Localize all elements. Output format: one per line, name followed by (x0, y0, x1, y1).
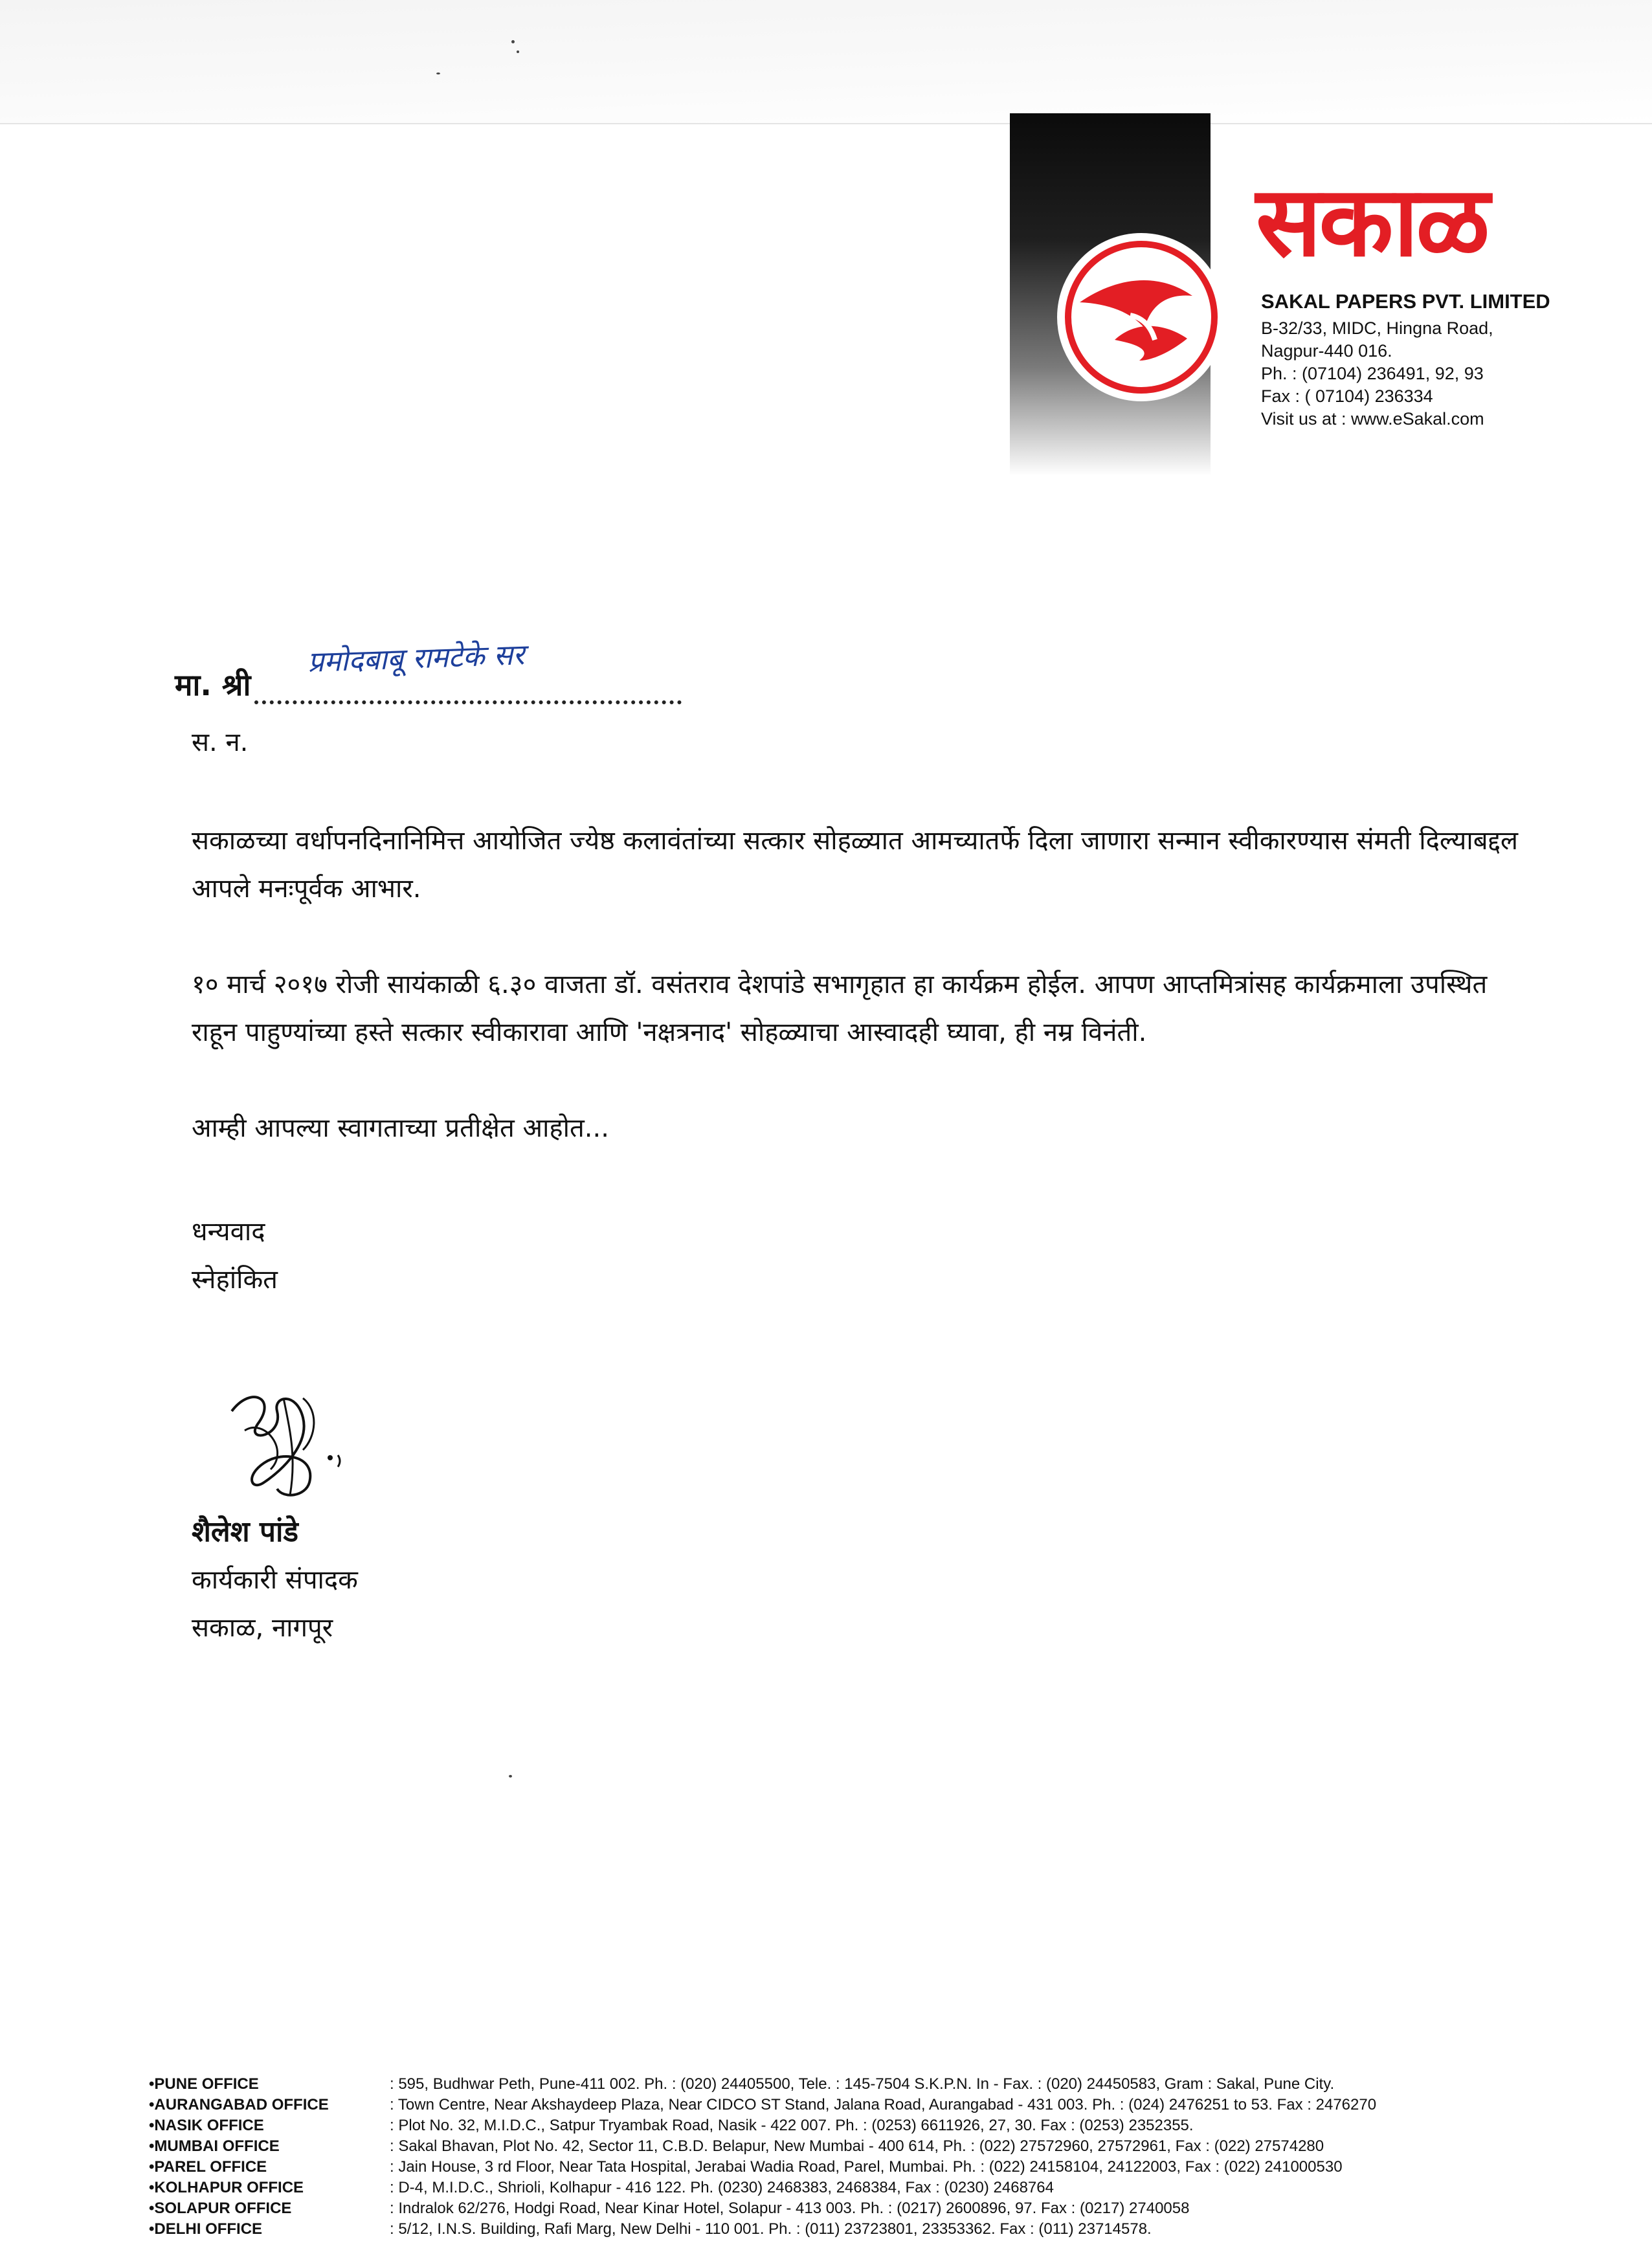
signatory-name: शैलेश पांडे (192, 1515, 298, 1548)
signatory-place: सकाळ, नागपूर (192, 1613, 333, 1643)
salutation-prefix: मा. श्री (175, 667, 251, 702)
office-address: : Plot No. 32, M.I.D.C., Satpur Tryambak Road, Nasik - 422 007. Ph. : (0253) 6611926, 27, 30. Fax : (0253) 2352355. (390, 2117, 1194, 2134)
footer-offices (149, 2074, 1631, 2240)
office-row (149, 2157, 1631, 2178)
office-label: •AURANGABAD OFFICE (149, 2096, 329, 2113)
address-line: Nagpur-440 016. (1261, 341, 1392, 361)
phone-line: Ph. : (07104) 236491, 92, 93 (1261, 364, 1484, 383)
address-line: B-32/33, MIDC, Hingna Road, (1261, 318, 1493, 338)
office-address: : Jain House, 3 rd Floor, Near Tata Hospital, Jerabai Wadia Road, Parel, Mumbai. Ph. : (022) 24158104, 24122003, Fax : (022) 241000530 (390, 2158, 1343, 2176)
signatory-title: कार्यकारी संपादक (192, 1565, 358, 1595)
office-row (149, 2136, 1631, 2157)
office-row (149, 2178, 1631, 2198)
scan-speck (436, 72, 440, 74)
office-row (149, 2095, 1631, 2115)
signatory-block (192, 1508, 358, 1652)
office-row (149, 2219, 1631, 2240)
handwritten-signature-icon (206, 1372, 361, 1508)
body-paragraph: १० मार्च २०१७ रोजी सायंकाळी ६.३० वाजता डॉ. वसंतराव देशपांडे सभागृहात हा कार्यक्रम होईल. आपण आप्तमित्रांसह कार्यक्रमाला उपस्थित राहून पाहुण्यांच्या हस्ते सत्कार स्वीकारावा आणि 'नक्षत्रनाद' सोहळ्याचा आस्वादही घ्यावा, ही नम्र विनंती. (192, 970, 1488, 1047)
company-name: SAKAL PAPERS PVT. LIMITED (1261, 290, 1550, 313)
fax-line: Fax : ( 07104) 236334 (1261, 386, 1433, 406)
office-address: : Sakal Bhavan, Plot No. 42, Sector 11, C.B.D. Belapur, New Mumbai - 400 614, Ph. : (022) 27572960, 27572961, Fax : (022) 27574280 (390, 2137, 1324, 2155)
scan-speck (517, 50, 519, 53)
office-row (149, 2074, 1631, 2095)
recipient-handwritten-name: प्रमोदबाबू रामटेके सर (307, 638, 526, 679)
office-label: •SOLAPUR OFFICE (149, 2200, 292, 2217)
office-label: •PUNE OFFICE (149, 2075, 259, 2093)
closing-thanks: धन्यवाद (192, 1217, 265, 1247)
office-label: •PAREL OFFICE (149, 2158, 267, 2176)
body-paragraph: आम्ही आपल्या स्वागताच्या प्रतीक्षेत आहोत... (192, 1113, 609, 1143)
office-address: : Town Centre, Near Akshaydeep Plaza, Near CIDCO ST Stand, Jalana Road, Aurangabad - 431 003. Ph. : (024) 2476251 to 53. Fax : 2476270 (390, 2096, 1377, 2113)
office-row (149, 2115, 1631, 2136)
office-label: •KOLHAPUR OFFICE (149, 2179, 304, 2196)
office-label: •DELHI OFFICE (149, 2220, 263, 2238)
office-label: •NASIK OFFICE (149, 2117, 264, 2134)
body-paragraph: सकाळच्या वर्धापनदिनानिमित्त आयोजित ज्येष्ठ कलावंतांच्या सत्कार सोहळ्यात आमच्यातर्फे दिला जाणारा सन्मान स्वीकारण्यास संमती दिल्याबद्दल आपले मनःपूर्वक आभार. (192, 826, 1519, 904)
brand-wordmark: सकाळ (1256, 166, 1488, 278)
office-address: : 595, Budhwar Peth, Pune-411 002. Ph. : (020) 24405500, Tele. : 145-7504 S.K.P.N. In - Fax. : (020) 24450583, Gram : Sakal, Pune City. (390, 2075, 1335, 2093)
office-address: : Indralok 62/276, Hodgi Road, Near Kinar Hotel, Solapur - 413 003. Ph. : (0217) 2600896, 97. Fax : (0217) 2740058 (390, 2200, 1190, 2217)
scan-speck (509, 1775, 512, 1778)
scan-speck (511, 40, 515, 43)
office-address: : D-4, M.I.D.C., Shrioli, Kolhapur - 416 122. Ph. (0230) 2468383, 2468384, Fax : (0230) 2468764 (390, 2179, 1054, 2196)
letter-body (192, 719, 1538, 1304)
website-line: Visit us at : www.eSakal.com (1261, 409, 1484, 429)
office-label: •MUMBAI OFFICE (149, 2137, 280, 2155)
office-row (149, 2198, 1631, 2219)
greeting: स. न. (192, 728, 249, 757)
scanned-page-fold (0, 0, 1652, 124)
sakal-bird-logo-icon (1054, 230, 1229, 405)
closing-affection: स्नेहांकित (192, 1265, 278, 1295)
letterhead-address (1261, 317, 1493, 430)
office-address: : 5/12, I.N.S. Building, Rafi Marg, New Delhi - 110 001. Ph. : (011) 23723801, 23353362. Fax : (011) 23714578. (390, 2220, 1152, 2238)
